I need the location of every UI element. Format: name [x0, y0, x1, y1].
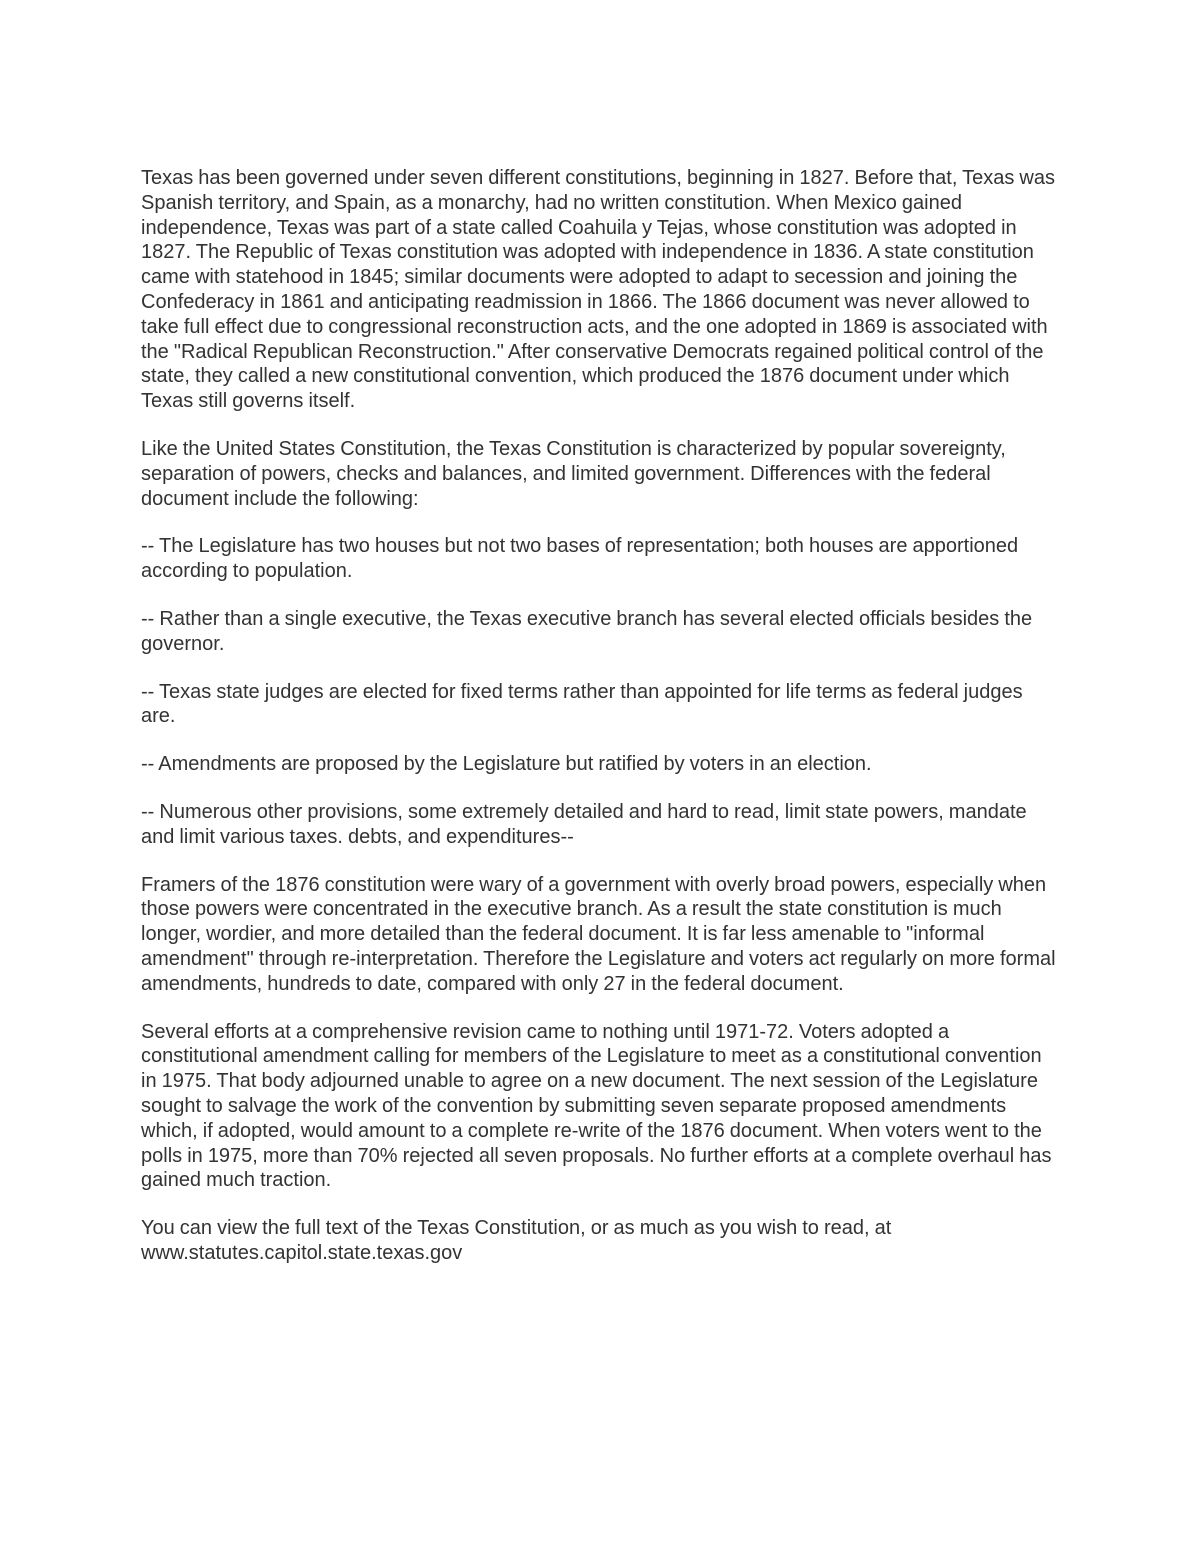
document-body [141, 166, 1056, 1289]
paragraph-framers-1876: Framers of the 1876 constitution were wary of a government with overly broad powers, especially when those powers were concentrated in the executive branch. As a result the state constitution is much longer, wordier, and more detailed than the federal document. It is far less amenable to "informal amendment" through re-interpretation. Therefore the Legislature and voters act regularly on more formal amendments, hundreds to date, compared with only 27 in the federal document. [141, 873, 1056, 995]
paragraph-judges-difference: -- Texas state judges are elected for fixed terms rather than appointed for life terms as federal judges are. [141, 680, 1023, 728]
paragraph-comparison-intro: Like the United States Constitution, the Texas Constitution is characterized by popular sovereignty, separation of powers, checks and balances, and limited government. Differences with the federal document include the following: [141, 437, 1006, 510]
paragraph-legislature-difference: -- The Legislature has two houses but not two bases of representation; both houses are apportioned according to population. [141, 535, 1019, 583]
paragraph-full-text-link: You can view the full text of the Texas Constitution, or as much as you wish to read, at www.statutes.capitol.state.texas.gov [141, 1217, 892, 1264]
paragraph-revision-efforts: Several efforts at a comprehensive revision came to nothing until 1971-72. Voters adopted a constitutional amendment calling for members of the Legislature to meet as a constitutional convention in 1975. That body adjourned unable to agree on a new document. The next session of the Legislature sought to salvage the work of the convention by submitting seven separate proposed amendments which, if adopted, would amount to a complete re-write of the 1876 document. When voters went to the polls in 1975, more than 70% rejected all seven proposals. No further efforts at a complete overhaul has gained much traction. [141, 1020, 1052, 1192]
paragraph-amendments-difference: -- Amendments are proposed by the Legislature but ratified by voters in an election. [141, 753, 872, 776]
paragraph-provisions-difference: -- Numerous other provisions, some extremely detailed and hard to read, limit state powers, mandate and limit various taxes. debts, and expenditures-- [141, 800, 1027, 848]
paragraph-constitutional-history: Texas has been governed under seven different constitutions, beginning in 1827. Before that, Texas was Spanish territory, and Spain, as a monarchy, had no written constitution. When Mexico gained independence, Texas was part of a state called Coahuila y Tejas, whose constitution was adopted in 1827. The Republic of Texas constitution was adopted with independence in 1836. A state constitution came with statehood in 1845; similar documents were adopted to adapt to secession and joining the Confederacy in 1861 and anticipating readmission in 1866. The 1866 document was never allowed to take full effect due to congressional reconstruction acts, and the one adopted in 1869 is associated with the "Radical Republican Reconstruction." After conservative Democrats regained political control of the state, they called a new constitutional convention, which produced the 1876 document under which Texas still governs itself. [141, 167, 1055, 413]
paragraph-executive-difference: -- Rather than a single executive, the Texas executive branch has several elected officials besides the governor. [141, 607, 1033, 655]
